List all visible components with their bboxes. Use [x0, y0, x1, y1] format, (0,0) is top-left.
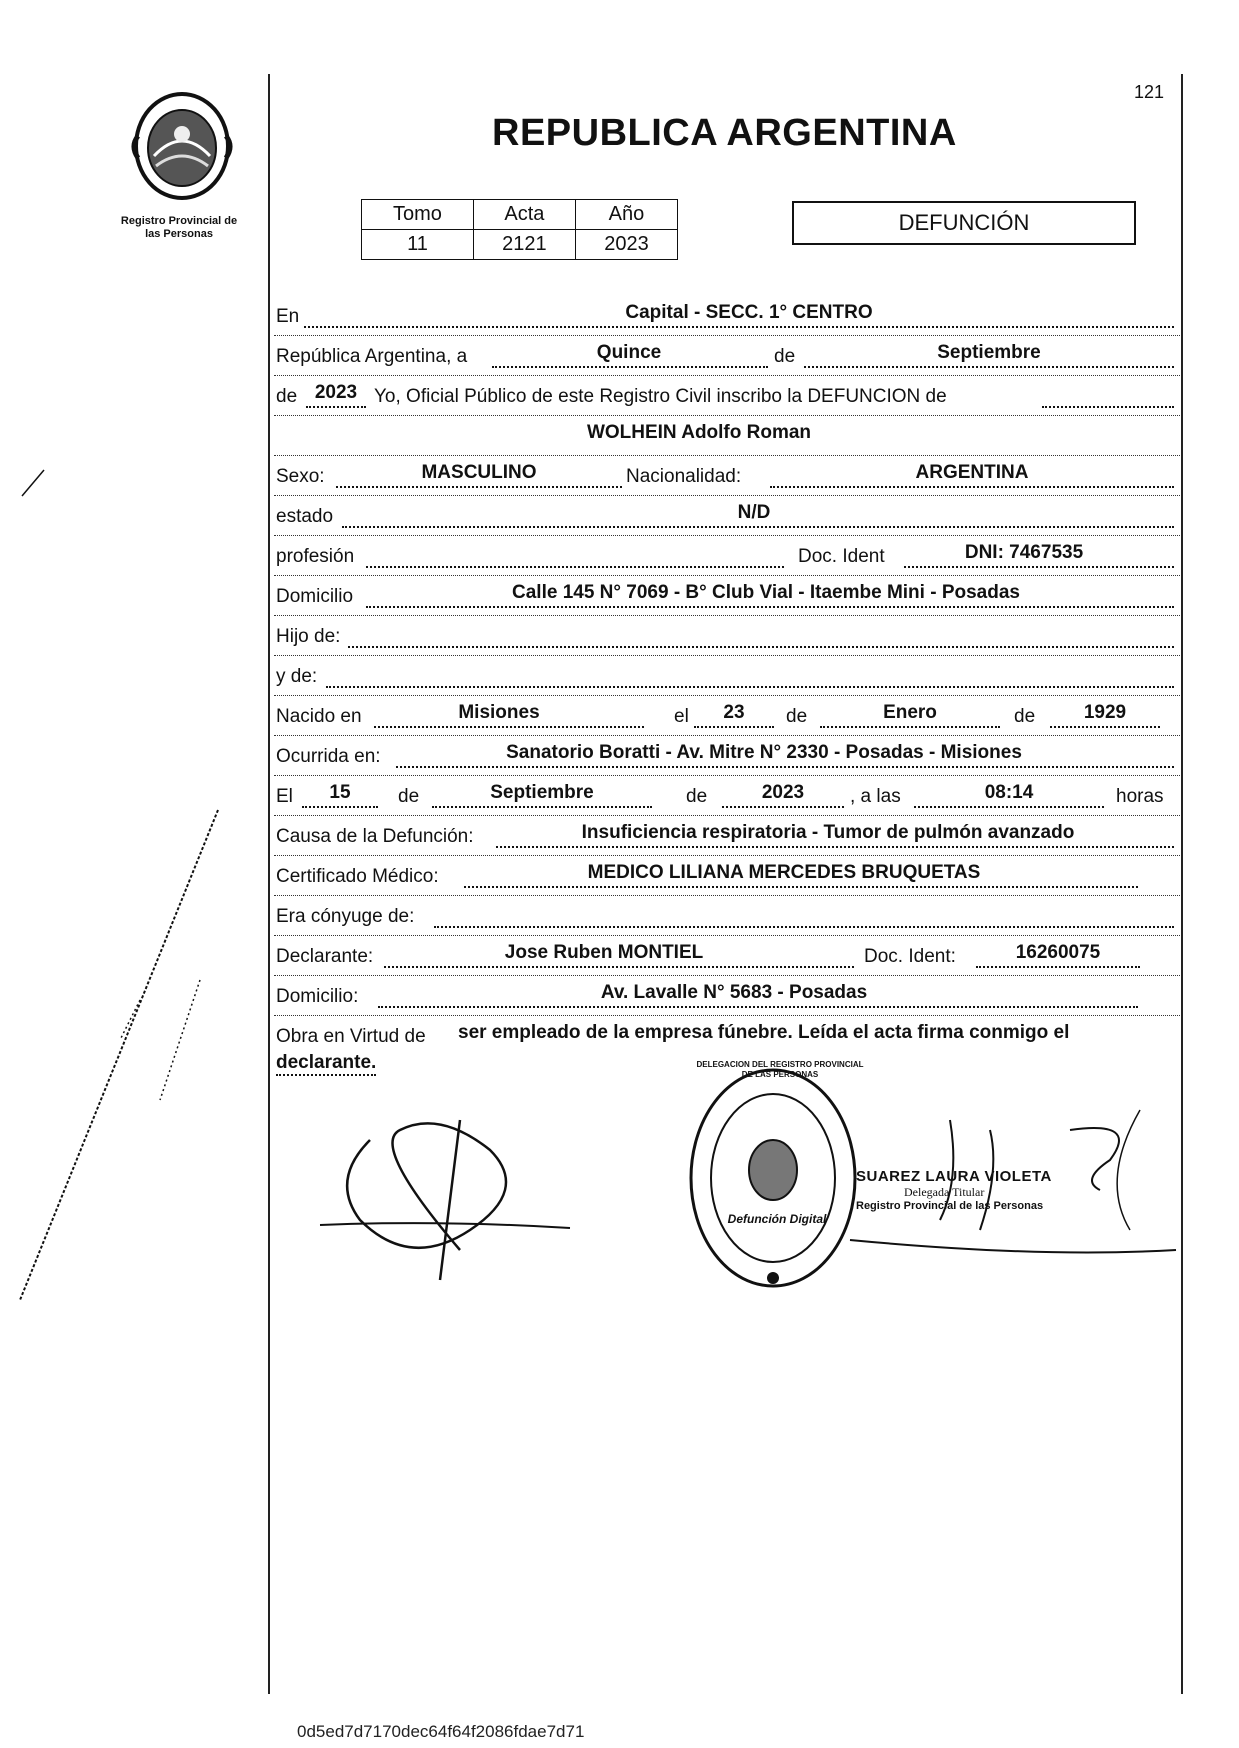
row-fecha-defuncion [274, 776, 1180, 816]
estado-label: estado [276, 506, 334, 527]
sexo-label: Sexo: [276, 466, 325, 487]
ref-header-acta: Acta [473, 200, 575, 230]
nacido-value: Misiones [458, 702, 540, 723]
signer-name: SUAREZ LAURA VIOLETA [856, 1168, 1052, 1185]
obra-value: ser empleado de la empresa fúnebre. Leída el acta firma conmigo el [458, 1022, 1070, 1043]
signer-org: Registro Provincial de las Personas [856, 1200, 1044, 1212]
doc-ident-value: DNI: 7467535 [964, 542, 1084, 563]
scan-artifacts [0, 440, 240, 1340]
de-year-label: de [276, 386, 298, 407]
republica-label: República Argentina, a [276, 346, 468, 367]
el2-label: El [276, 786, 293, 807]
ref-header-tomo: Tomo [362, 200, 474, 230]
inscribo-text: Yo, Oficial Público de este Registro Civil inscribo la DEFUNCION de [374, 386, 947, 407]
ocurrida-value: Sanatorio Boratti - Av. Mitre N° 2330 - Posadas - Misiones [506, 742, 1022, 763]
page-title: REPUBLICA ARGENTINA [492, 112, 957, 154]
page-number: 121 [1134, 82, 1165, 102]
row-nombre [274, 416, 1180, 456]
row-ocurrida [274, 736, 1180, 776]
decl-doc-label: Doc. Ident: [864, 946, 956, 967]
row-y-de [274, 656, 1180, 696]
row-inscribo [274, 376, 1180, 416]
footer-hash: 0d5ed7d7170dec64f64f2086fdae7d71 [297, 1722, 585, 1741]
deceased-name: WOLHEIN Adolfo Roman [586, 422, 812, 443]
death-de1: de [398, 786, 420, 807]
obra-label: Obra en Virtud de [276, 1026, 426, 1047]
birth-year: 1929 [1083, 702, 1127, 723]
row-conyuge [274, 896, 1180, 936]
registry-name-line2: las Personas [145, 228, 213, 240]
birth-de2: de [1014, 706, 1036, 727]
ref-value-tomo: 11 [362, 230, 474, 260]
sexo-value: MASCULINO [421, 462, 537, 483]
row-profesion [274, 536, 1180, 576]
provincial-seal-icon [124, 86, 244, 206]
row-decl-domicilio [274, 976, 1180, 1016]
causa-value: Insuficiencia respiratoria - Tumor de pulmón avanzado [581, 822, 1075, 843]
domicilio-value: Calle 145 N° 7069 - B° Club Vial - Itaembe Mini - Posadas [512, 582, 1020, 603]
domicilio-label: Domicilio [276, 586, 354, 607]
decl-domicilio-label: Domicilio: [276, 986, 359, 1007]
registry-name-line1: Registro Provincial de [120, 215, 238, 227]
row-en [274, 296, 1180, 336]
death-month: Septiembre [490, 782, 594, 803]
row-nacido [274, 696, 1180, 736]
declarant-signature [320, 1100, 580, 1300]
stamp-center-text: Defunción Digital [727, 1212, 827, 1226]
nacido-label: Nacido en [276, 706, 362, 727]
causa-label: Causa de la Defunción: [276, 826, 474, 847]
birth-de1: de [786, 706, 808, 727]
ref-value-anio: 2023 [575, 230, 677, 260]
obra-value2: declarante. [276, 1052, 376, 1076]
row-estado [274, 496, 1180, 536]
death-de2: de [686, 786, 708, 807]
decl-domicilio-value: Av. Lavalle N° 5683 - Posadas [600, 982, 868, 1003]
nacionalidad-value: ARGENTINA [915, 462, 1029, 483]
death-day: 15 [329, 782, 351, 803]
doc-ident-label: Doc. Ident [798, 546, 885, 567]
horas-label: horas [1116, 786, 1164, 807]
signer-role: Delegada Titular [904, 1185, 985, 1199]
stamp-ring-text: DELEGACION DEL REGISTRO PROVINCIAL DE LAS PERSONAS [696, 1060, 864, 1079]
conyuge-label: Era cónyuge de: [276, 906, 415, 927]
certificado-value: MEDICO LILIANA MERCEDES BRUQUETAS [587, 862, 981, 883]
estado-value: N/D [737, 502, 771, 523]
el-label: el [674, 706, 689, 727]
birth-month: Enero [883, 702, 937, 723]
right-margin-line [1181, 74, 1183, 1694]
hijo-label: Hijo de: [276, 626, 341, 647]
row-declarante [274, 936, 1180, 976]
a-las-label: , a las [850, 786, 901, 807]
declarante-value: Jose Ruben MONTIEL [504, 942, 704, 963]
row-causa [274, 816, 1180, 856]
month-value: Septiembre [937, 342, 1041, 363]
certificado-label: Certificado Médico: [276, 866, 439, 887]
row-fecha [274, 336, 1180, 376]
reference-table [361, 199, 678, 260]
death-time: 08:14 [984, 782, 1034, 803]
row-domicilio [274, 576, 1180, 616]
official-signature [840, 1100, 1180, 1260]
row-hijo [274, 616, 1180, 656]
ref-value-acta: 2121 [473, 230, 575, 260]
birth-day: 23 [723, 702, 745, 723]
document-type-box: DEFUNCIÓN [792, 201, 1136, 245]
left-margin-line [268, 74, 270, 1694]
y-de-label: y de: [276, 666, 318, 687]
registry-name [98, 215, 260, 241]
declarante-label: Declarante: [276, 946, 374, 967]
ref-header-anio: Año [575, 200, 677, 230]
year-value: 2023 [314, 382, 358, 403]
ocurrida-label: Ocurrida en: [276, 746, 381, 767]
profesion-label: profesión [276, 546, 355, 567]
en-value: Capital - SECC. 1° CENTRO [625, 302, 873, 323]
row-sexo [274, 456, 1180, 496]
de-label: de [774, 346, 796, 367]
death-year: 2023 [761, 782, 805, 803]
day-value: Quince [596, 342, 662, 363]
decl-doc-value: 16260075 [1015, 942, 1101, 963]
row-certificado [274, 856, 1180, 896]
en-label: En [276, 306, 300, 327]
nacionalidad-label: Nacionalidad: [626, 466, 742, 487]
